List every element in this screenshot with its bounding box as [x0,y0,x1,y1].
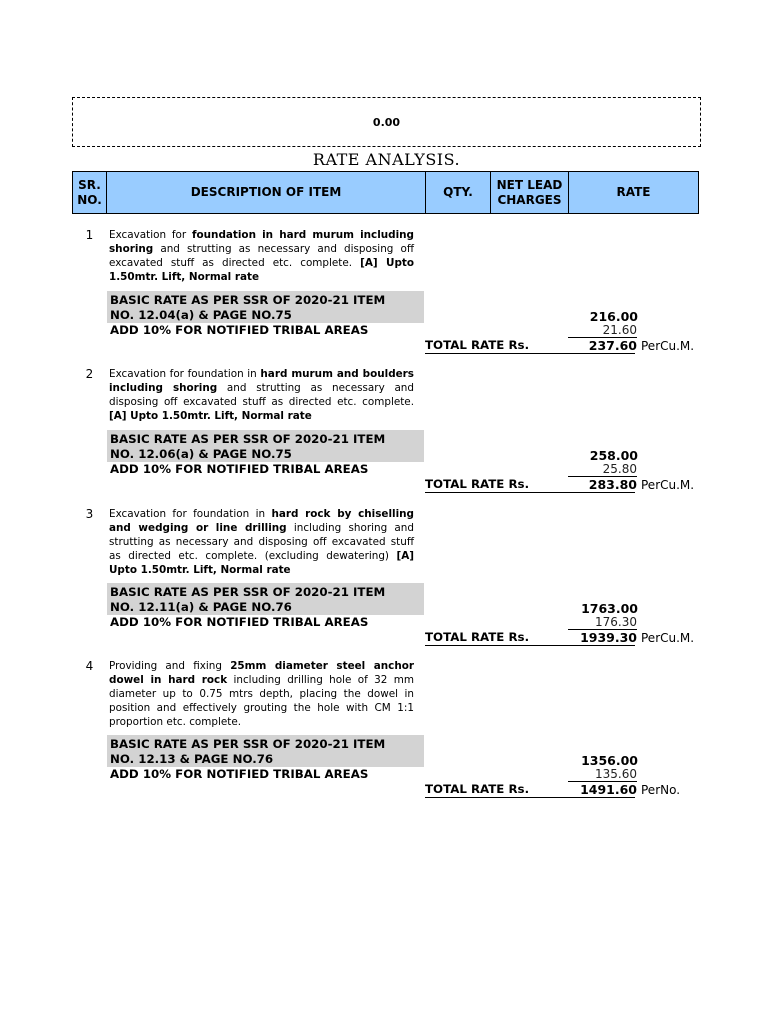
rate-unit: PerCu.M. [641,339,695,353]
total-rate-label: TOTAL RATE Rs. [425,338,635,354]
item-description [109,228,414,284]
description-text: hard murum and boulders including shoring [109,368,414,394]
rate-unit: PerCu.M. [641,478,695,492]
item-sr: 4 [85,659,94,673]
description-text: including drilling hole of 32 mm diameter up to 0.75 mtrs depth, placing the dowel in position and effectively grouting the hole with CM 1:1 proportion etc. complete. [109,674,414,728]
total-rate-label: TOTAL RATE Rs. [425,477,635,493]
description-text: Providing and fixing [109,660,231,672]
tribal-add-value: 25.80 [568,462,637,477]
item-sr: 3 [85,507,94,521]
description-text: and strutting as necessary and disposing off excavated stuff as directed etc. complete. [109,243,414,269]
rate-unit: PerCu.M. [641,631,695,645]
basic-rate-value: 1763.00 [581,601,638,616]
description-text: Excavation for [109,229,192,241]
item-description [109,507,414,577]
header-qty: QTY. [425,171,491,214]
basic-rate-label [107,430,424,462]
item-sr: 2 [85,367,94,381]
description-text: Excavation for foundation in [109,508,272,520]
item-description [109,659,414,729]
description-text: and strutting as necessary and disposing off excavated stuff as directed etc. complete. [109,382,414,408]
basic-rate-line1: BASIC RATE AS PER SSR OF 2020-21 ITEM [110,432,386,446]
basic-rate-line1: BASIC RATE AS PER SSR OF 2020-21 ITEM [110,585,386,599]
total-rate-label: TOTAL RATE Rs. [425,782,635,798]
tribal-add-label: ADD 10% FOR NOTIFIED TRIBAL AREAS [110,767,369,781]
basic-rate-line2: NO. 12.11(a) & PAGE NO.76 [110,600,292,614]
tribal-add-label: ADD 10% FOR NOTIFIED TRIBAL AREAS [110,462,369,476]
tribal-add-value: 176.30 [568,615,637,630]
basic-rate-label [107,291,424,323]
basic-rate-label [107,583,424,615]
top-value: 0.00 [372,115,401,129]
description-text: Excavation for foundation in [109,368,261,380]
header-net-lead: NET LEAD CHARGES [490,171,569,214]
description-text: 25mm diameter steel anchor dowel in hard rock [109,660,414,686]
tribal-add-label: ADD 10% FOR NOTIFIED TRIBAL AREAS [110,323,369,337]
item-description [109,367,414,430]
basic-rate-line1: BASIC RATE AS PER SSR OF 2020-21 ITEM [110,293,386,307]
header-rate: RATE [568,171,699,214]
page-title: RATE ANALYSIS. [312,150,461,169]
description-text: including shoring and strutting as necessary and disposing off excavated stuff as directed etc. complete. (excluding dewatering) [109,522,414,562]
total-rate-value: 237.60 [588,338,637,353]
header-sr-no: SR. NO. [72,171,107,214]
basic-rate-line2: NO. 12.04(a) & PAGE NO.75 [110,308,292,322]
table-header [72,171,702,214]
total-rate-label: TOTAL RATE Rs. [425,630,635,646]
top-value-box [72,97,701,147]
description-text: [A] Upto 1.50mtr. Lift, Normal rate [109,410,312,422]
tribal-add-value: 135.60 [568,767,637,782]
basic-rate-value: 216.00 [589,309,638,324]
total-rate-value: 1491.60 [580,782,637,797]
description-text: hard rock by chiselling and wedging or line drilling [109,508,414,534]
total-rate-value: 1939.30 [580,630,637,645]
item-sr: 1 [85,228,94,242]
total-rate-value: 283.80 [588,477,637,492]
description-text: [A] Upto 1.50mtr. Lift, Normal rate [109,257,415,283]
basic-rate-value: 258.00 [589,448,638,463]
basic-rate-line2: NO. 12.13 & PAGE NO.76 [110,752,274,766]
basic-rate-value: 1356.00 [581,753,638,768]
basic-rate-line1: BASIC RATE AS PER SSR OF 2020-21 ITEM [110,737,386,751]
basic-rate-label [107,735,424,767]
description-text: [A] Upto 1.50mtr. Lift, Normal rate [109,550,414,576]
tribal-add-label: ADD 10% FOR NOTIFIED TRIBAL AREAS [110,615,369,629]
header-description: DESCRIPTION OF ITEM [106,171,426,214]
rate-unit: PerNo. [641,783,681,797]
description-text: foundation in hard murum including shoring [109,229,414,255]
basic-rate-line2: NO. 12.06(a) & PAGE NO.75 [110,447,292,461]
tribal-add-value: 21.60 [568,323,637,338]
